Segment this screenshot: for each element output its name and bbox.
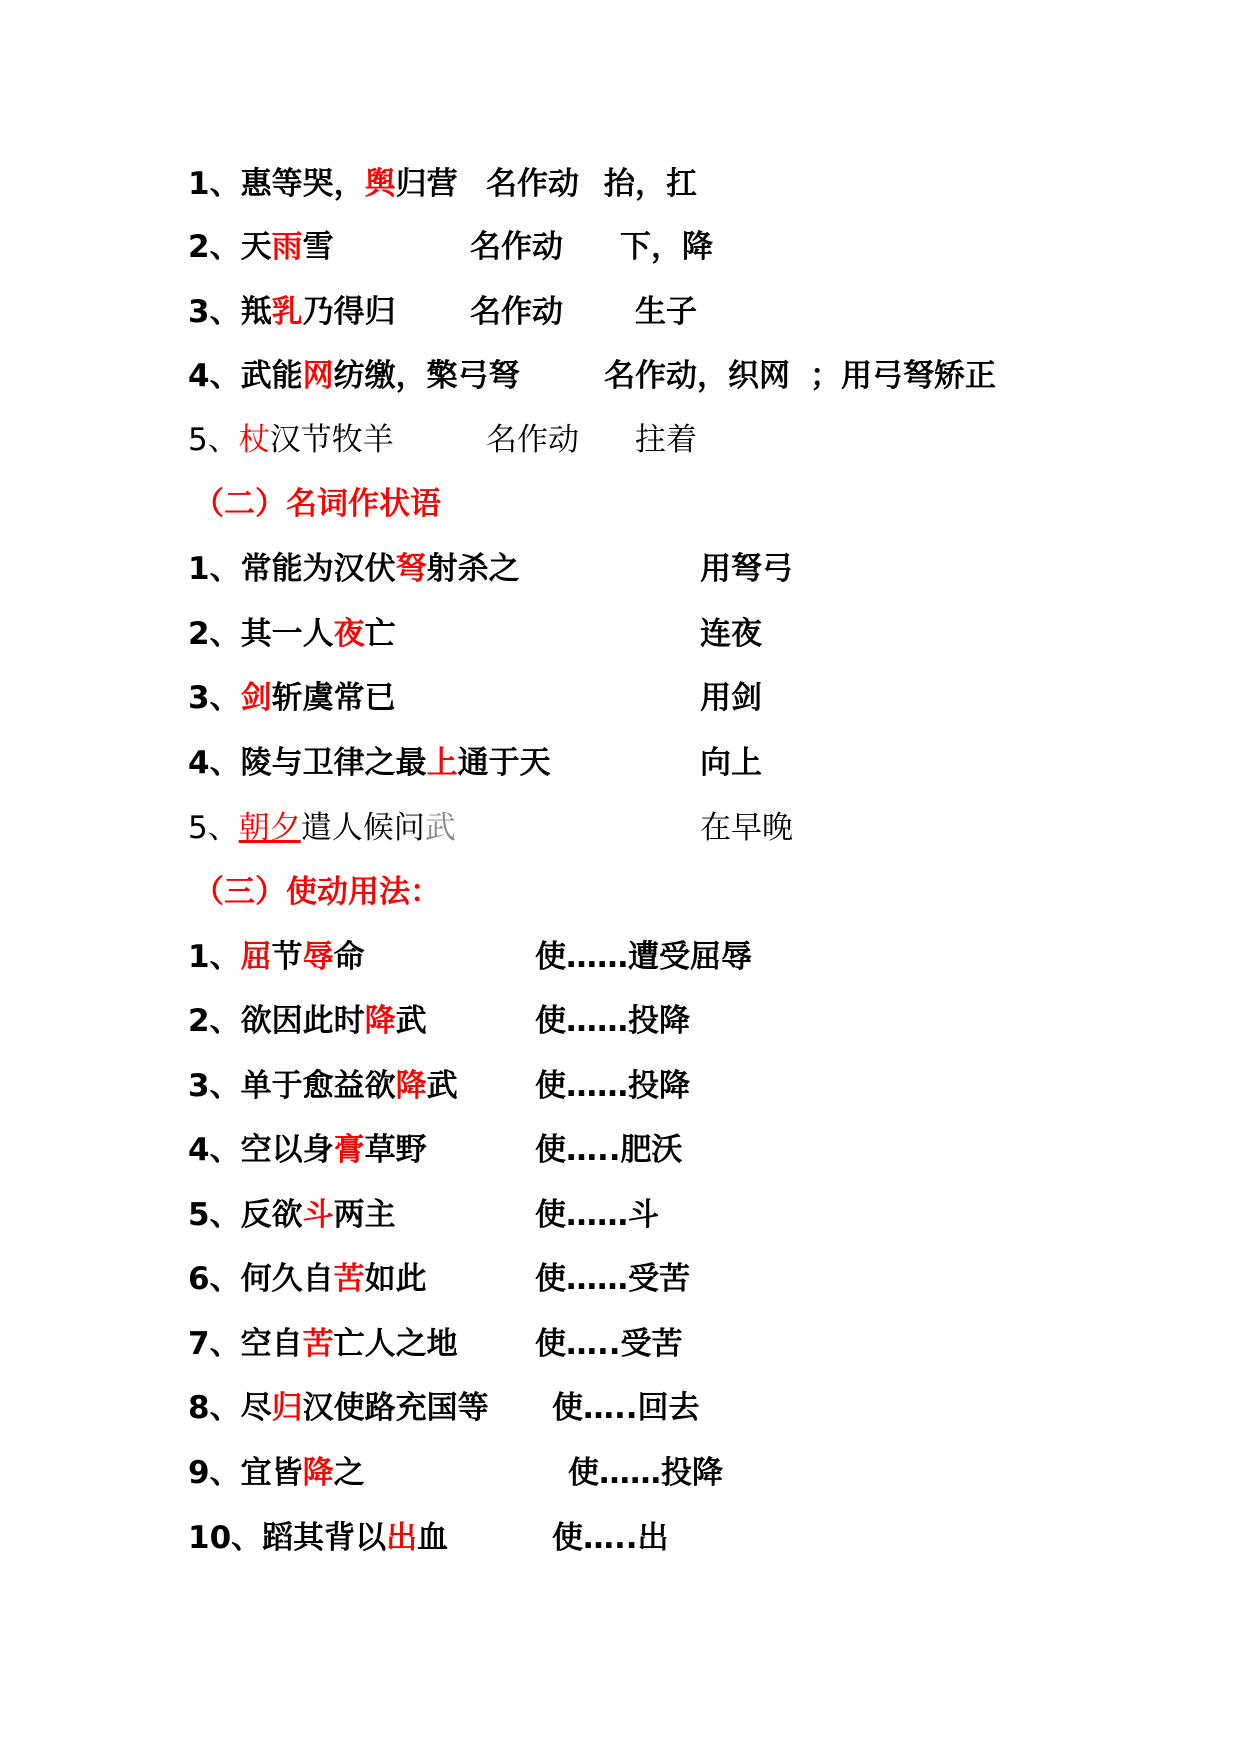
list-item xyxy=(188,1257,690,1301)
phrase-text: 亡 xyxy=(364,616,396,652)
key-word: 舆 xyxy=(364,166,396,202)
key-word: 出 xyxy=(386,1520,418,1556)
meaning-text: 使…..出 xyxy=(552,1520,669,1556)
list-item xyxy=(188,547,793,591)
grammar-note: 名作动 xyxy=(486,422,579,458)
list-item xyxy=(188,418,697,462)
list-item xyxy=(188,935,752,979)
phrase-text: 常能为汉伏 xyxy=(240,551,396,587)
phrase-text: 武 xyxy=(424,810,456,846)
key-word: 降 xyxy=(364,1003,396,1039)
key-word: 雨 xyxy=(271,229,303,265)
phrase-text: 命 xyxy=(333,939,365,975)
meaning-text: 在早晚 xyxy=(700,810,793,846)
phrase-text: 何久自 xyxy=(240,1261,334,1297)
key-word: 降 xyxy=(302,1455,334,1491)
phrase-text: 武 xyxy=(395,1003,427,1039)
item-number: 2、 xyxy=(188,616,241,652)
key-word: 弩 xyxy=(395,551,427,587)
item-number: 10、 xyxy=(188,1520,263,1556)
grammar-note: 名作动 xyxy=(486,166,579,202)
meaning-text: 使……投降 xyxy=(535,1068,690,1104)
list-item xyxy=(188,290,697,334)
phrase-text: 亡人之地 xyxy=(333,1326,458,1362)
meaning-text: 使……斗 xyxy=(535,1197,659,1233)
item-number: 8、 xyxy=(188,1390,241,1426)
list-item xyxy=(188,1322,683,1366)
key-word: 膏 xyxy=(333,1132,365,1168)
meaning-text: 抬，扛 xyxy=(604,166,697,202)
phrase-text: 空自 xyxy=(240,1326,303,1362)
phrase-text: 纺缴，檠弓弩 xyxy=(333,358,520,394)
item-number: 5、 xyxy=(188,810,239,846)
item-number: 2、 xyxy=(188,1003,241,1039)
key-word: 降 xyxy=(395,1068,427,1104)
phrase-text: 通于天 xyxy=(457,745,551,781)
phrase-text: 蹈其背以 xyxy=(262,1520,387,1556)
item-number: 1、 xyxy=(188,939,241,975)
meaning-text: 使…..肥沃 xyxy=(535,1132,683,1168)
list-item xyxy=(188,1386,700,1430)
phrase-text: 惠等哭， xyxy=(240,166,365,202)
item-number: 5、 xyxy=(188,1197,241,1233)
key-word: 屈 xyxy=(240,939,272,975)
phrase-text: 归营 xyxy=(395,166,458,202)
list-item xyxy=(188,162,697,206)
section-heading: （二）名词作状语 xyxy=(193,486,441,522)
key-word: 苦 xyxy=(302,1326,334,1362)
meaning-text: 用弩弓 xyxy=(700,551,793,587)
grammar-note: 名作动 xyxy=(470,294,563,330)
item-number: 4、 xyxy=(188,745,241,781)
key-word: 朝夕 xyxy=(238,810,301,846)
meaning-text: 使……投降 xyxy=(535,1003,690,1039)
phrase-text: 武 xyxy=(426,1068,458,1104)
phrase-text: 武能 xyxy=(240,358,303,394)
key-word: 乳 xyxy=(271,294,303,330)
item-number: 1、 xyxy=(188,551,241,587)
phrase-text: 两主 xyxy=(333,1197,396,1233)
phrase-text: 尽 xyxy=(240,1390,272,1426)
phrase-text: 宜皆 xyxy=(240,1455,303,1491)
phrase-text: 草野 xyxy=(364,1132,427,1168)
list-item xyxy=(188,1193,659,1237)
meaning-text: 使…..回去 xyxy=(552,1390,700,1426)
meaning-text: 下，降 xyxy=(620,229,713,265)
phrase-text: 雪 xyxy=(302,229,334,265)
key-word: 杖 xyxy=(238,422,270,458)
phrase-text: 空以身 xyxy=(240,1132,334,1168)
key-word: 夜 xyxy=(333,616,365,652)
item-number: 2、 xyxy=(188,229,241,265)
key-word: 剑 xyxy=(240,680,272,716)
phrase-text: 反欲 xyxy=(240,1197,303,1233)
key-word: 上 xyxy=(426,745,458,781)
item-number: 9、 xyxy=(188,1455,241,1491)
meaning-text: 生子 xyxy=(635,294,697,330)
phrase-text: 斩虞常已 xyxy=(271,680,396,716)
grammar-note: 名作动 xyxy=(470,229,563,265)
phrase-text: 乃得归 xyxy=(302,294,396,330)
meaning-text: 用剑 xyxy=(700,680,762,716)
section-heading: （三）使动用法： xyxy=(193,874,441,910)
meaning-text: 使…..受苦 xyxy=(535,1326,683,1362)
phrase-text: 单于愈益欲 xyxy=(240,1068,396,1104)
phrase-text: 陵与卫律之最 xyxy=(240,745,427,781)
phrase-text: 汉使路充国等 xyxy=(302,1390,489,1426)
meaning-text: 向上 xyxy=(700,745,762,781)
item-number: 1、 xyxy=(188,166,241,202)
meaning-text: 连夜 xyxy=(700,616,762,652)
item-number: 7、 xyxy=(188,1326,241,1362)
grammar-note: 名作动，织网 xyxy=(604,358,790,394)
item-number: 3、 xyxy=(188,680,241,716)
phrase-text: 如此 xyxy=(364,1261,427,1297)
list-item xyxy=(188,1516,669,1560)
item-number: 4、 xyxy=(188,1132,241,1168)
key-word: 网 xyxy=(302,358,334,394)
phrase-text: 汉节牧羊 xyxy=(269,422,394,458)
list-item xyxy=(188,225,713,269)
phrase-text: 其一人 xyxy=(240,616,334,652)
list-item xyxy=(188,354,996,398)
meaning-text: 使……受苦 xyxy=(535,1261,690,1297)
key-word: 斗 xyxy=(302,1197,334,1233)
phrase-text: 之 xyxy=(333,1455,365,1491)
list-item xyxy=(188,1064,690,1108)
phrase-text: 遣人候问 xyxy=(300,810,425,846)
meaning-text: ；用弓弩矫正 xyxy=(810,358,996,394)
item-number: 5、 xyxy=(188,422,239,458)
meaning-text: 使……遭受屈辱 xyxy=(535,939,752,975)
phrase-text: 羝 xyxy=(240,294,272,330)
item-number: 3、 xyxy=(188,294,241,330)
phrase-text: 射杀之 xyxy=(426,551,520,587)
list-item xyxy=(188,612,762,656)
list-item xyxy=(188,999,690,1043)
key-word: 苦 xyxy=(333,1261,365,1297)
list-item xyxy=(188,676,762,720)
phrase-text: 血 xyxy=(417,1520,449,1556)
list-item xyxy=(188,741,762,785)
meaning-text: 使……投降 xyxy=(568,1455,723,1491)
item-number: 4、 xyxy=(188,358,241,394)
item-number: 6、 xyxy=(188,1261,241,1297)
item-number: 3、 xyxy=(188,1068,241,1104)
list-item xyxy=(188,1451,723,1495)
meaning-text: 拄着 xyxy=(635,422,697,458)
phrase-text: 天 xyxy=(240,229,272,265)
list-item xyxy=(188,806,793,850)
phrase-text: 欲因此时 xyxy=(240,1003,365,1039)
list-item xyxy=(188,1128,683,1172)
key-word: 归 xyxy=(271,1390,303,1426)
key-word: 辱 xyxy=(302,939,334,975)
phrase-text: 节 xyxy=(271,939,303,975)
